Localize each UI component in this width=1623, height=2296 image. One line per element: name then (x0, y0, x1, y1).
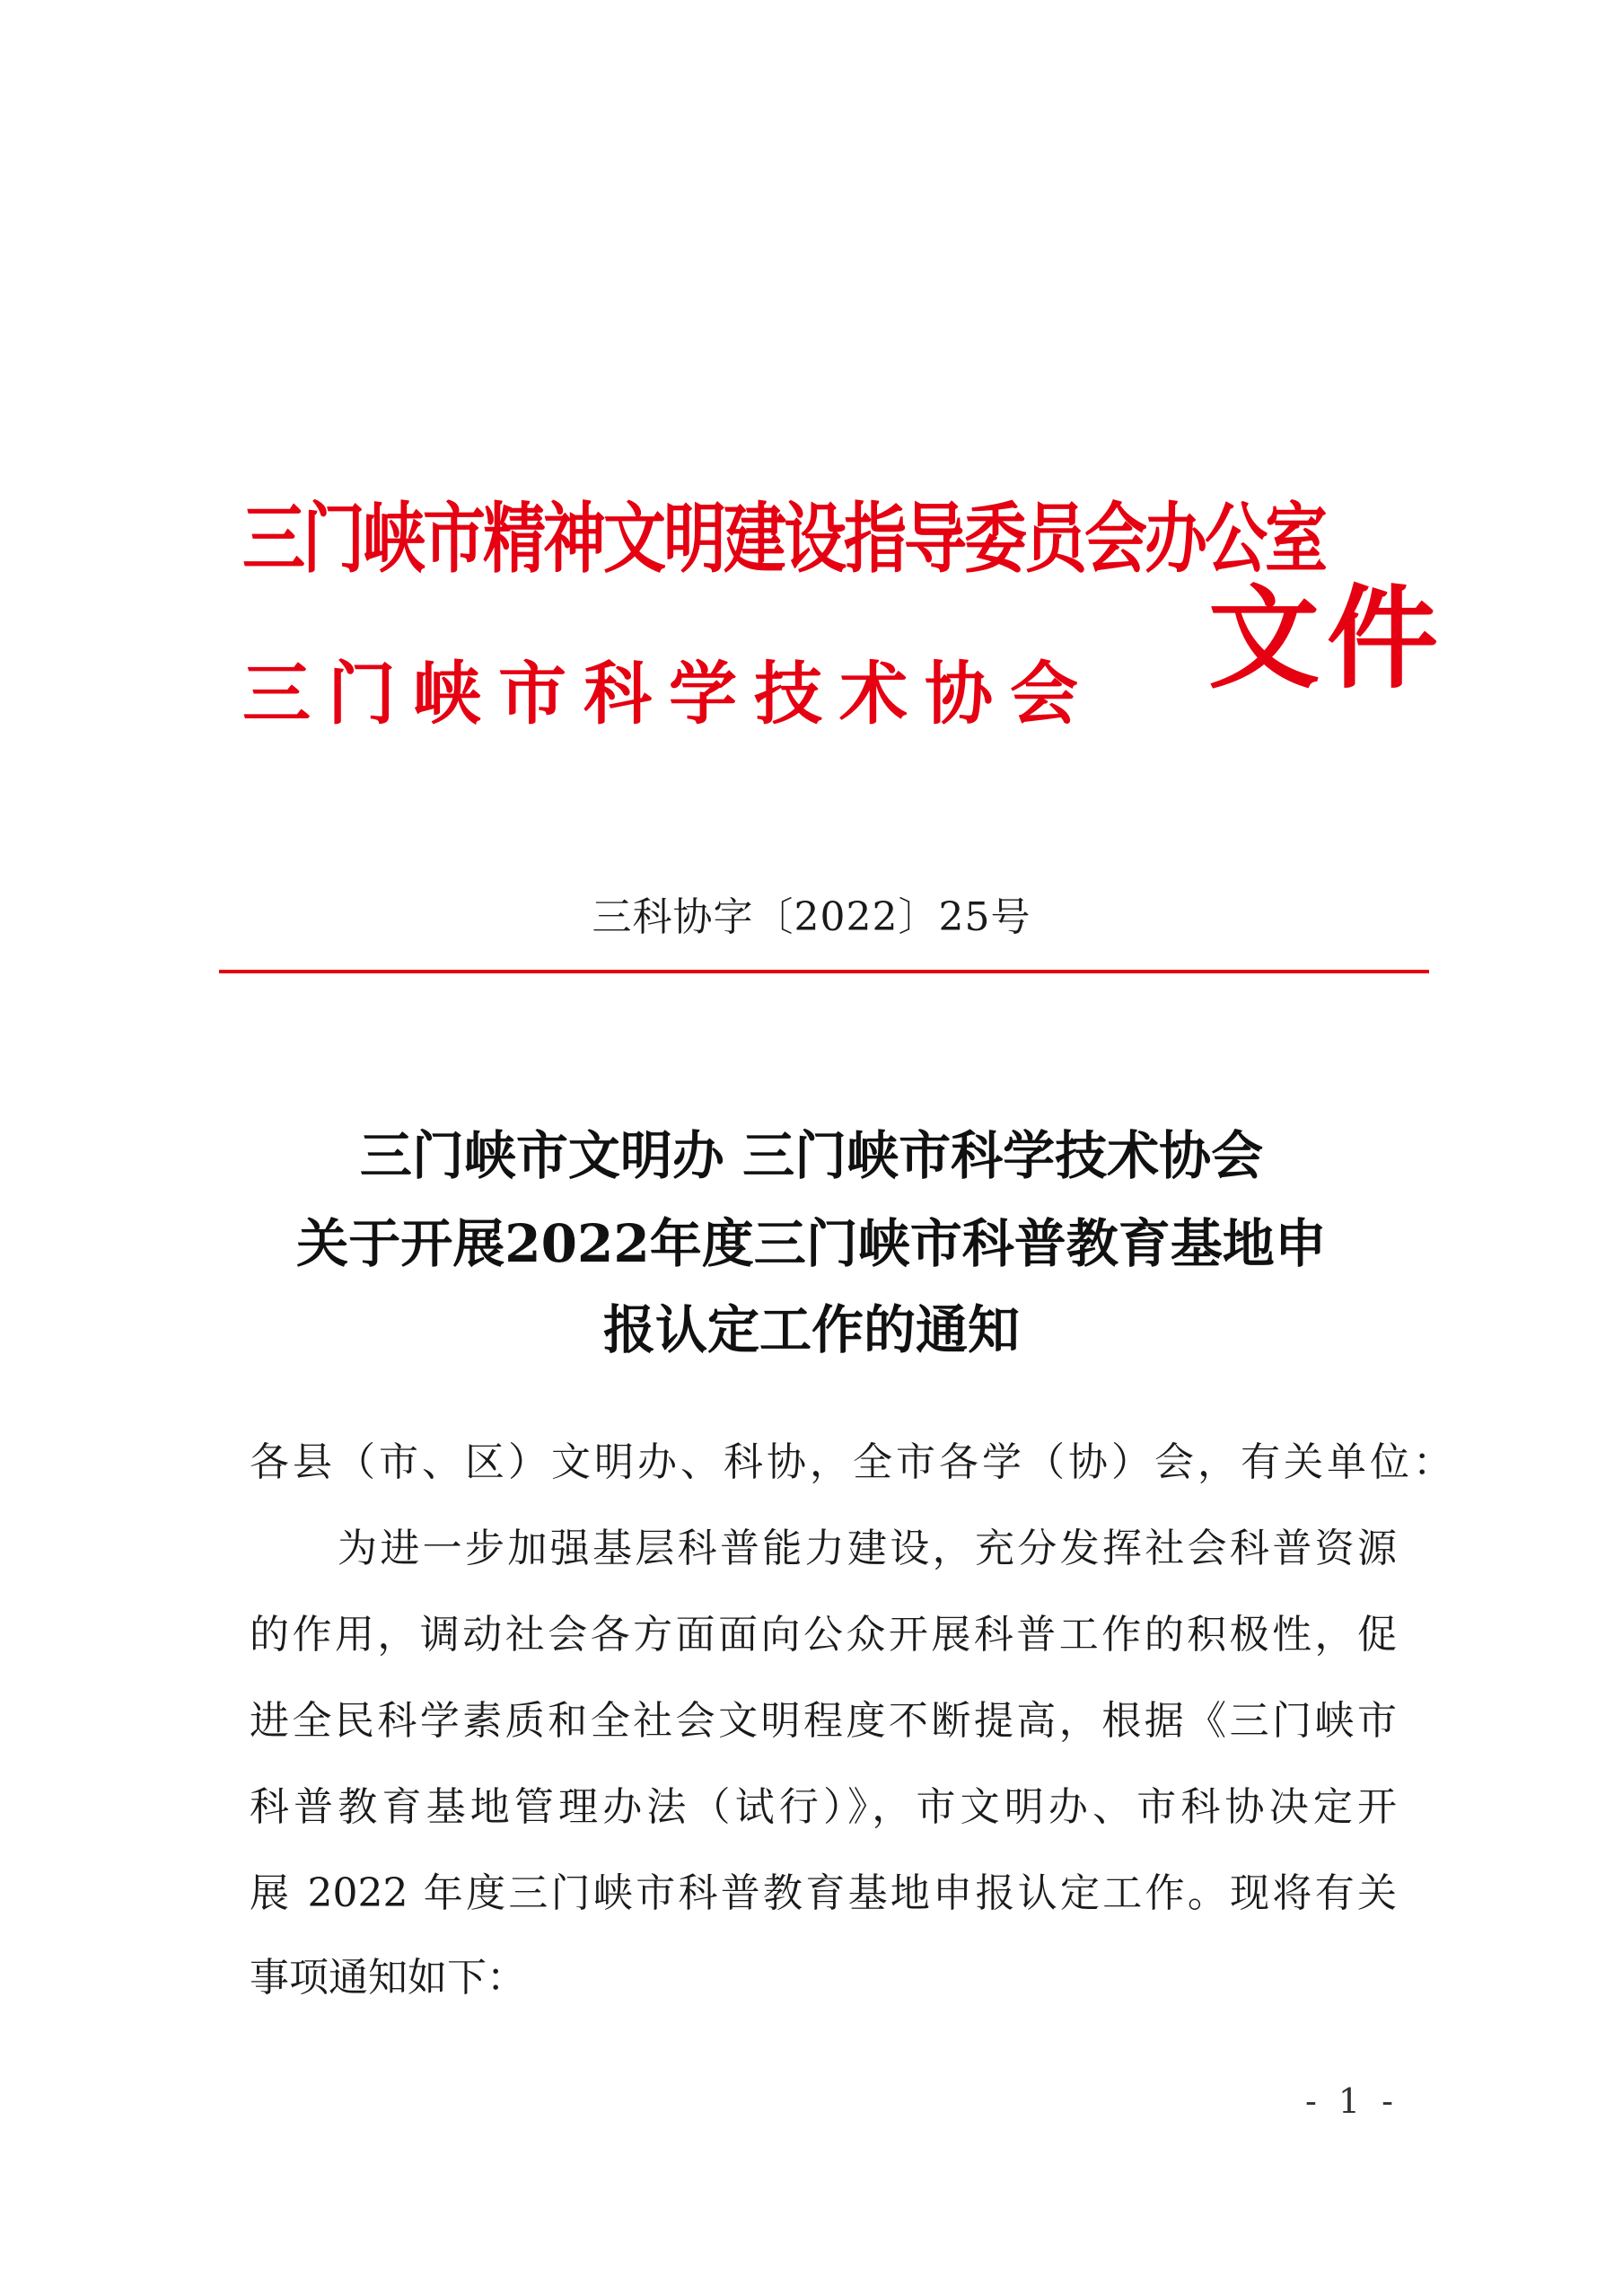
red-divider-line (219, 970, 1429, 973)
issuing-org-line-1: 三门峡市精神文明建设指导委员会办公室 (242, 493, 1325, 585)
document-number: 三科协字〔2022〕25号 (592, 894, 1031, 940)
body-line-3: 进全民科学素质和全社会文明程度不断提高，根据《三门峡市 (250, 1698, 1397, 1744)
notice-title-line-1: 三门峡市文明办 三门峡市科学技术协会 (359, 1125, 1264, 1186)
page-number: - 1 - (1305, 2081, 1399, 2121)
issuing-org-line-2: 三门峡市科学技术协会 (242, 654, 1095, 734)
body-line-6: 事项通知如下： (250, 1955, 526, 2001)
notice-title-line-3: 报认定工作的通知 (602, 1299, 1020, 1360)
document-kind-label: 文件 (1208, 574, 1446, 704)
body-line-4: 科普教育基地管理办法（试行）》，市文明办、市科协决定开 (250, 1784, 1397, 1830)
salutation: 各县（市、区）文明办、科协，全市各学（协）会，有关单位： (250, 1439, 1456, 1485)
body-line-2: 的作用，调动社会各方面面向公众开展科普工作的积极性，促 (250, 1612, 1397, 1658)
body-line-1: 为进一步加强基层科普能力建设，充分发挥社会科普资源 (338, 1526, 1397, 1571)
notice-title-line-2: 关于开展2022年度三门峡市科普教育基地申 (296, 1213, 1327, 1274)
body-line-5: 展 2022 年度三门峡市科普教育基地申报认定工作。现将有关 (250, 1870, 1397, 1916)
